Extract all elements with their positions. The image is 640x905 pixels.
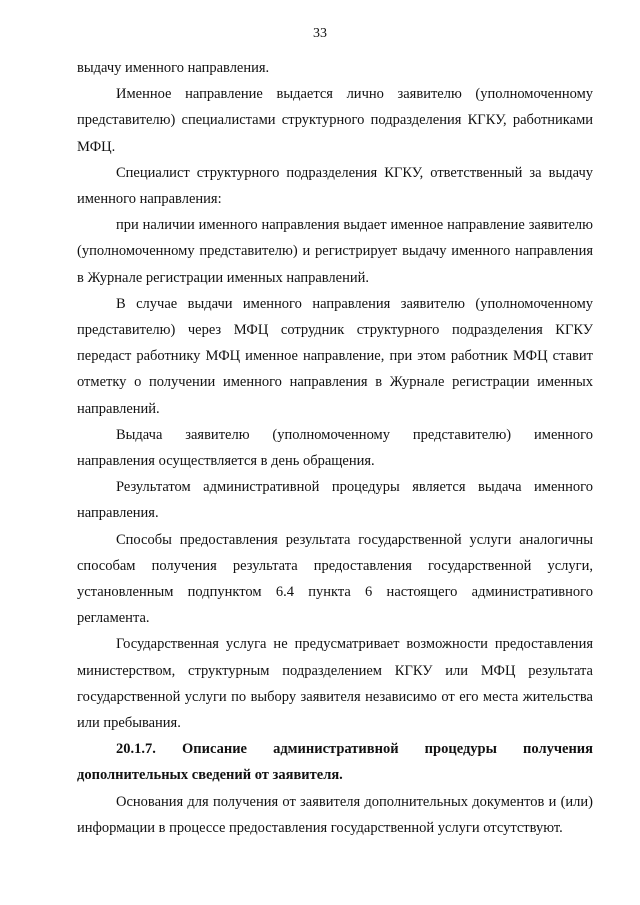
paragraph: Способы предоставления результата государственной услуги аналогичны способам получения результата предоставления государственной услуги, установленным подпунктом 6.4 пункта 6 настоящего административного регламента. bbox=[77, 531, 593, 627]
paragraph: выдачу именного направления. bbox=[77, 60, 270, 76]
section-heading: 20.1.7. Описание административной процедуры получения дополнительных сведений от заявителя. bbox=[77, 741, 593, 784]
paragraph: Выдача заявителю (уполномоченному представителю) именного направления осуществляется в день обращения. bbox=[77, 426, 593, 470]
paragraph: Государственная услуга не предусматривает возможности предоставления министерством, структурным подразделением КГКУ или МФЦ результата государственной услуги по выбору заявителя независимо от его места жительства или пребывания. bbox=[77, 636, 593, 732]
paragraph: Результатом административной процедуры является выдача именного направления. bbox=[77, 479, 593, 522]
paragraph: Основания для получения от заявителя дополнительных документов и (или) информации в процессе предоставления государственной услуги отсутствуют. bbox=[77, 793, 593, 836]
paragraph: Специалист структурного подразделения КГКУ, ответственный за выдачу именного направления: bbox=[77, 164, 593, 208]
paragraph: Именное направление выдается лично заявителю (уполномоченному представителю) специалистами структурного подразделения КГКУ, работниками МФЦ. bbox=[77, 86, 593, 155]
section-heading-paragraph bbox=[77, 736, 593, 788]
document-body bbox=[77, 55, 593, 841]
paragraph: В случае выдачи именного направления заявителю (уполномоченному представителю) через МФЦ сотрудник структурного подразделения КГКУ передаст работнику МФЦ именное направление, при этом работник МФЦ ставит отметку о получении именного направления в Журнале регистрации именных направлений. bbox=[77, 295, 593, 417]
paragraph: при наличии именного направления выдает именное направление заявителю (уполномоченному представителю) и регистрирует выдачу именного направления в Журнале регистрации именных направлений. bbox=[77, 217, 593, 286]
page-number: 33 bbox=[313, 26, 327, 41]
